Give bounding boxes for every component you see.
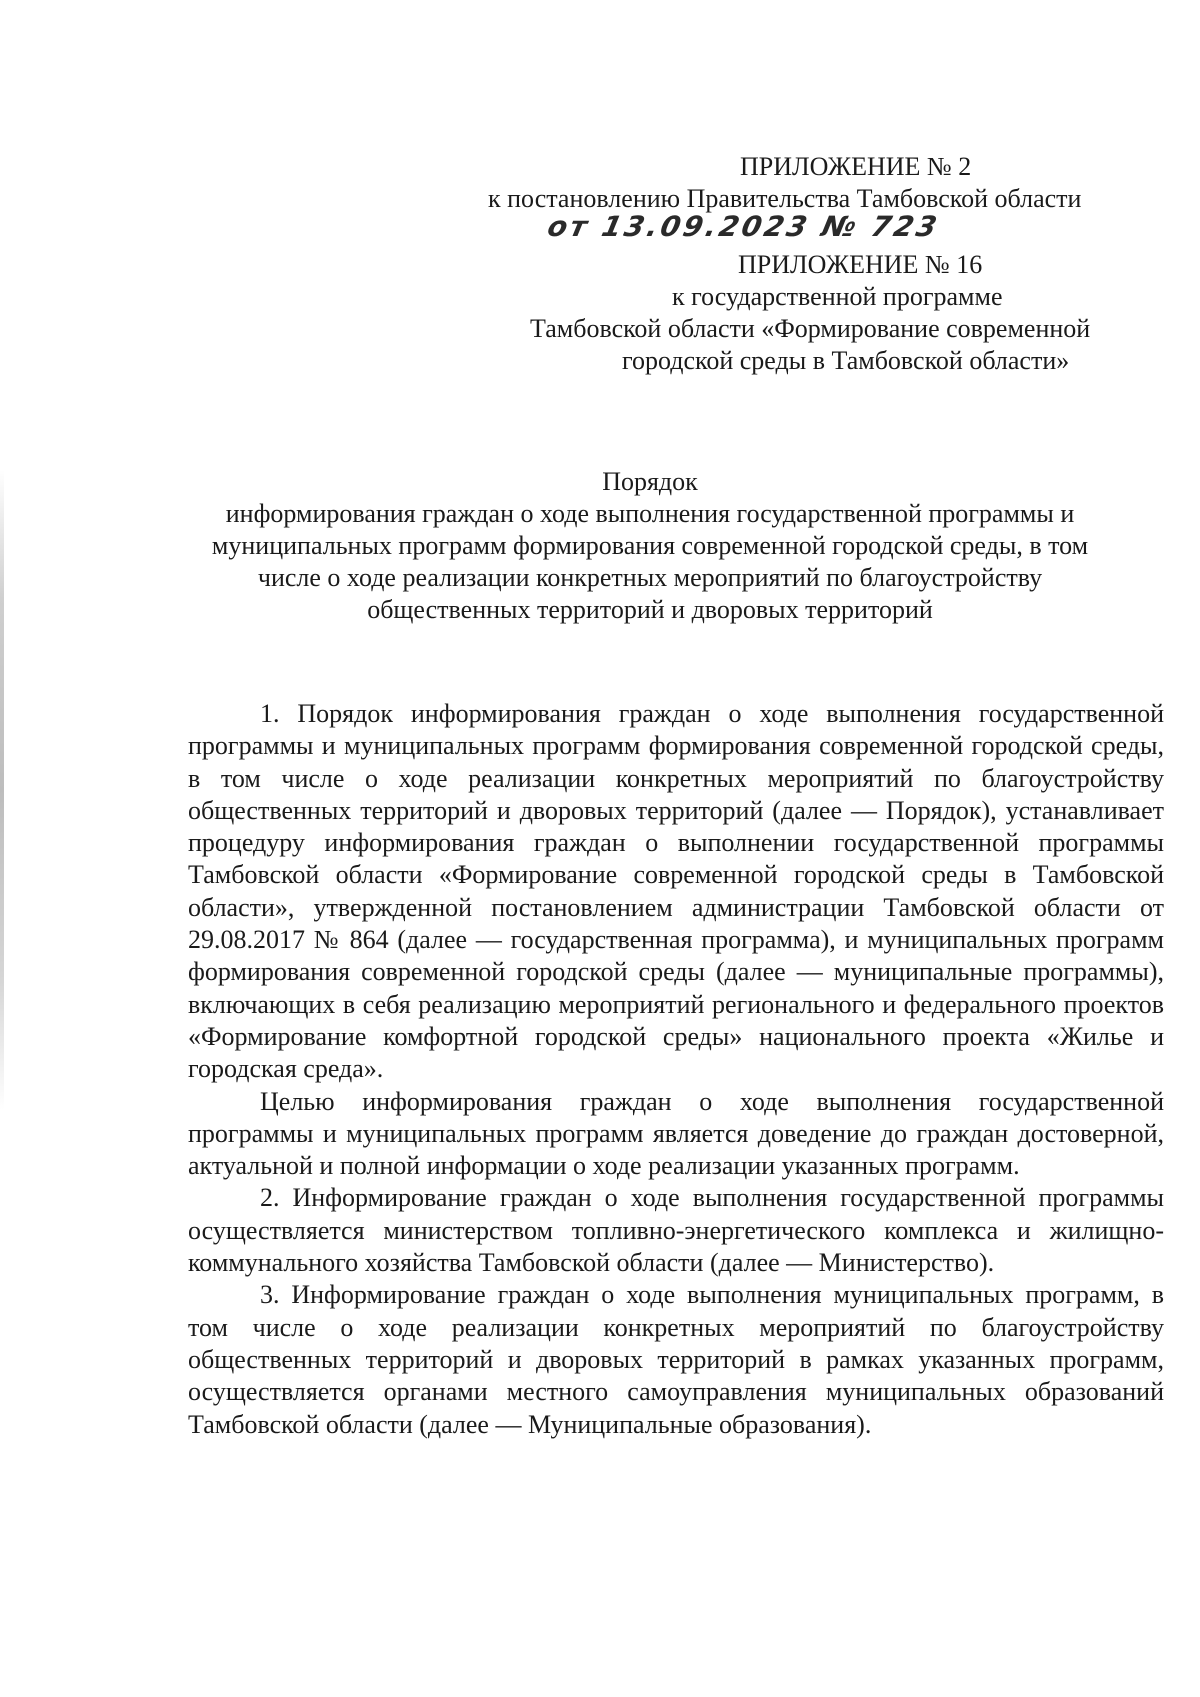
appendix-2-label: ПРИЛОЖЕНИЕ № 2	[740, 152, 972, 181]
title-line-3: числе о ходе реализации конкретных мероприятий по благоустройству	[257, 563, 1043, 592]
resolution-reference: к постановлению Правительства Тамбовской области	[488, 184, 1082, 213]
program-reference-line-1: к государственной программе	[672, 282, 1003, 311]
title-line-4: общественных территорий и дворовых территорий	[367, 595, 933, 624]
title-line-1: информирования граждан о ходе выполнения государственной программы и	[225, 499, 1075, 528]
handwritten-date-number: от 13.09.2023 № 723	[544, 210, 943, 243]
title-heading: Порядок	[602, 467, 698, 496]
document-title	[150, 466, 1150, 626]
paragraph-2: 2. Информирование граждан о ходе выполнения государственной программы осуществляется министерством топливно-энергетического комплекса и жилищно-коммунального хозяйства Тамбовской области (далее — Министерство).	[188, 1183, 1164, 1278]
document-body	[188, 698, 1164, 1441]
title-line-2: муниципальных программ формирования современной городской среды, в том	[211, 531, 1089, 560]
program-reference-line-3: городской среды в Тамбовской области»	[622, 346, 1070, 375]
paragraph-3: 3. Информирование граждан о ходе выполнения муниципальных программ, в том числе о ходе реализации конкретных мероприятий по благоустройству общественных территорий и дворовых территорий в рамках указанных программ, осуществляется органами местного самоуправления муниципальных образований Тамбовской области (далее — Муниципальные образования).	[188, 1280, 1164, 1439]
paragraph-1: 1. Порядок информирования граждан о ходе выполнения государственной программы и муниципальных программ формирования современной городской среды, в том числе о ходе реализации конкретных мероприятий по благоустройству общественных территорий и дворовых территорий (далее — Порядок), устанавливает процедуру информирования граждан о выполнении государственной программы Тамбовской области «Формирование современной городской среды в Тамбовской области», утвержденной постановлением администрации Тамбовской области от 29.08.2017 № 864 (далее — государственная программа), и муниципальных программ формирования современной городской среды (далее — муниципальные программы), включающих в себя реализацию мероприятий регионального и федерального проектов «Формирование комфортной городской среды» национального проекта «Жилье и городская среда».	[188, 699, 1164, 1084]
program-reference-line-2: Тамбовской области «Формирование современной	[530, 314, 1091, 343]
appendix-16-label: ПРИЛОЖЕНИЕ № 16	[738, 250, 983, 279]
paragraph-purpose: Целью информирования граждан о ходе выполнения государственной программы и муниципальных программ является доведение до граждан достоверной, актуальной и полной информации о ходе реализации указанных программ.	[188, 1086, 1164, 1181]
scan-edge-shadow	[0, 470, 4, 1110]
